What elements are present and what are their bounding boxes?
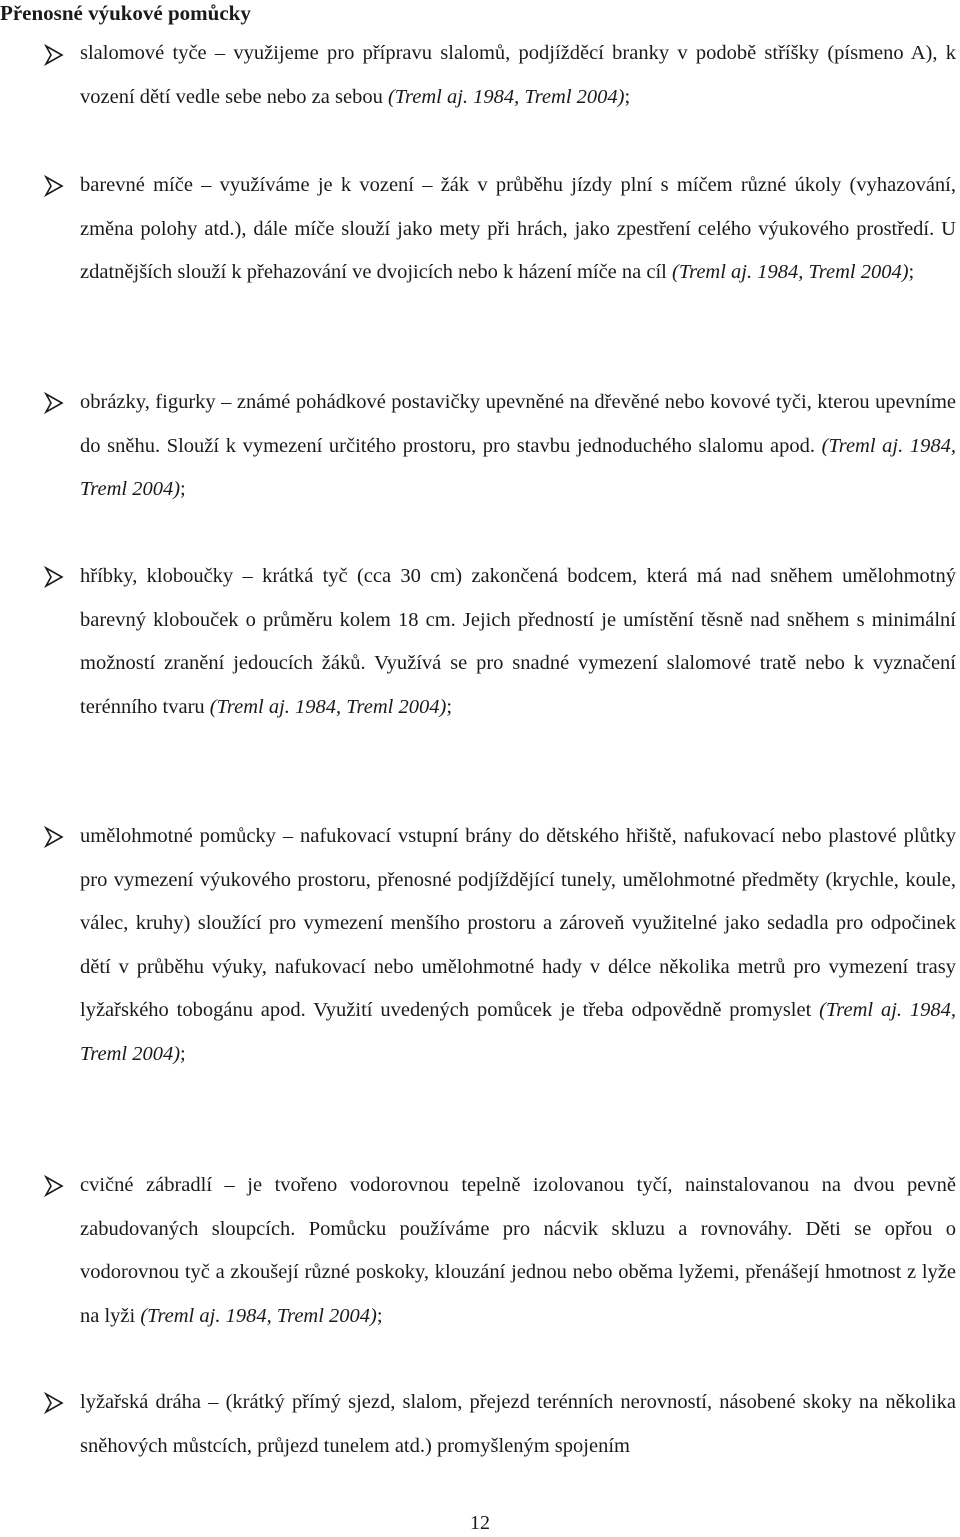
section-heading: Přenosné výukové pomůcky [0,1,251,25]
item-citation: (Treml aj. 1984, Treml 2004) [80,434,956,500]
item-suffix: ; [624,85,631,108]
page-number: 12 [470,1512,490,1534]
item-suffix: ; [908,261,915,283]
item-citation: (Treml aj. 1984, Treml 2004) [80,999,957,1065]
item-citation: (Treml aj. 1984, Treml 2004) [672,261,909,283]
list-item-slalom-poles [80,32,956,119]
item-text: umělohmotné pomůcky – nafukovací vstupní brány do dětského hřiště, nafukovací nebo plastové plůtky pro vymezení výukového prostoru, přenosné podjíždějící tunely, umělohmotné předměty (krychle, koule, válec, kruhy) sloužící pro vymezení menšího prostoru a zároveň využitelné jako sedadla pro odpočinek dětí v průběhu výuky, nafukovací nebo umělohmotné hady v délce několika metrů pro vymezení trasy lyžařského tobogánu apod. Využití uvedených pomůcek je třeba odpovědně promyslet [80,825,956,1021]
list-item-colored-balls [80,164,956,295]
item-suffix: ; [180,1042,186,1065]
item-citation: (Treml aj. 1984, Treml 2004) [209,695,447,718]
item-text: cvičné zábradlí – je tvořeno vodorovnou tepelně izolovanou tyčí, nainstalovanou na dvou pevně zabudovaných sloupcích. Pomůcku používáme pro nácvik skluzu a rovnováhy. Děti se opřou o vodorovnou tyč a zkoušejí různé poskoky, klouzání jednou nebo oběma lyžemi, přenášejí hmotnost z lyže na lyži [80,1174,956,1327]
item-text: lyžařská dráha – (krátký přímý sjezd, slalom, přejezd terénních nerovností, násobené skoky na několika sněhových můstcích, průjezd tunelem atd.) promyšleným spojením [80,1391,956,1457]
arrowhead-bullet-icon [43,566,65,588]
arrowhead-bullet-icon [43,175,65,197]
list-item-figures [80,381,956,512]
arrowhead-bullet-icon [43,1175,65,1197]
arrowhead-bullet-icon [43,44,65,66]
item-text: hříbky, kloboučky – krátká tyč (cca 30 cm) zakončená bodcem, která má nad sněhem umělohmotný barevný klobouček o průměru kolem 18 cm. Jejich předností je umístění těsně nad sněhem s minimální možností zranění jedoucích žáků. Využívá se pro snadné vymezení slalomové tratě nebo k vyznačení terénního tvaru [80,565,956,718]
item-text: obrázky, figurky – známé pohádkové postavičky upevněné na dřevěné nebo kovové tyči, kterou upevníme do sněhu. Slouží k vymezení určitého prostoru, pro stavbu jednoduchého slalomu apod. [80,391,956,457]
list-item-ski-track [80,1381,956,1468]
item-citation: (Treml aj. 1984, Treml 2004) [387,85,625,108]
arrowhead-bullet-icon [43,392,65,414]
list-item-practice-railing [80,1164,956,1338]
list-item-hats [80,555,956,729]
list-item-plastic-aids [80,815,956,1076]
arrowhead-bullet-icon [43,1392,65,1414]
item-suffix: ; [376,1304,383,1327]
arrowhead-bullet-icon [43,826,65,848]
item-text: barevné míče – využíváme je k vození – žák v průběhu jízdy plní s míčem různé úkoly (vyhazování, změna polohy atd.), dále míče slouží jako mety při hrách, jako zpestření celého výukového prostředí. U zdatnějších slouží k přehazování ve dvojicích nebo k házení míče na cíl [80,174,956,283]
item-citation: (Treml aj. 1984, Treml 2004) [140,1304,377,1327]
item-suffix: ; [446,695,453,718]
item-text: slalomové tyče – využijeme pro přípravu slalomů, podjížděcí branky v podobě stříšky (písmeno A), k vození dětí vedle sebe nebo za sebou [80,42,956,108]
item-suffix: ; [180,478,186,500]
